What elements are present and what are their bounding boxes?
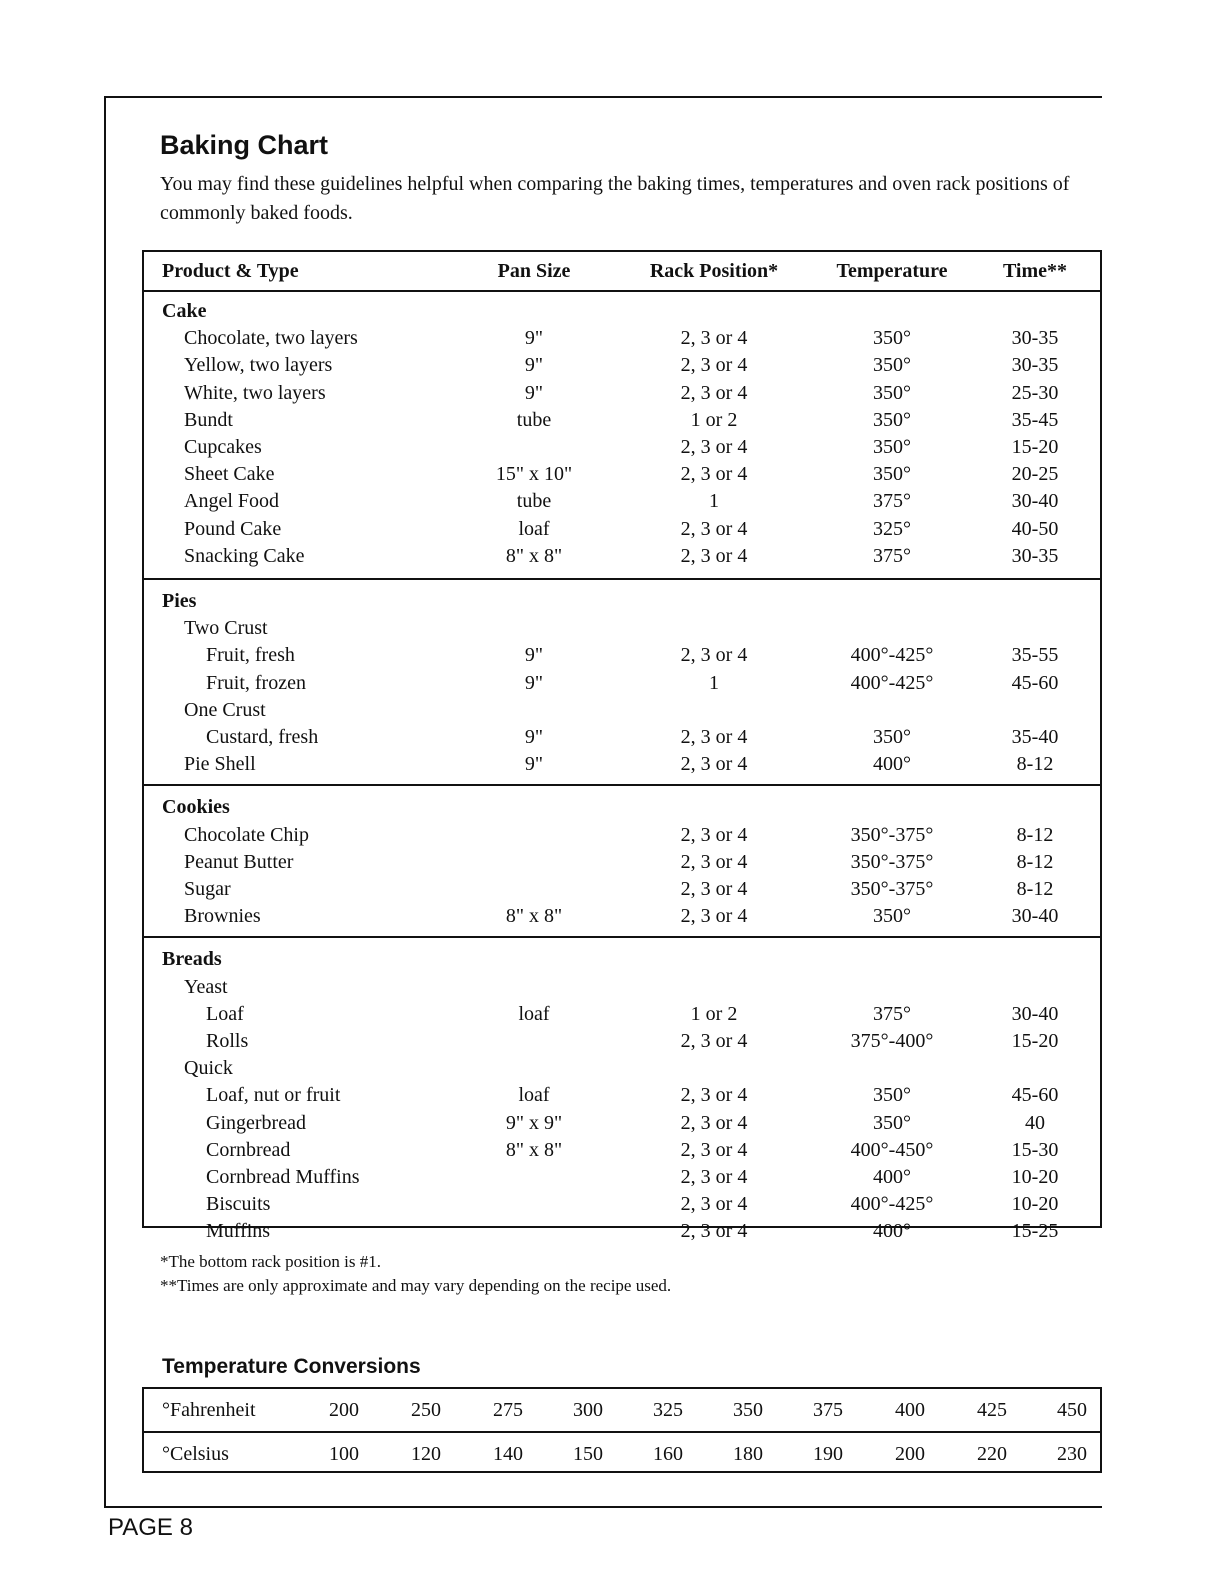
product-cell: Cupcakes (184, 435, 262, 458)
table-row (144, 1218, 1100, 1245)
temperature-cell: 350° (873, 463, 911, 486)
time-cell: 20-25 (1011, 463, 1059, 486)
table-row (144, 822, 1100, 849)
temperature-cell: 375° (873, 1002, 911, 1025)
temperature-cell: 350° (873, 725, 911, 748)
temperature-cell: 350° (873, 1111, 911, 1134)
pan-size-cell: 8" x 8" (505, 544, 563, 567)
header-temperature: Temperature (836, 260, 948, 282)
temperature-cell: 350° (873, 408, 911, 431)
frame-top-rule (104, 96, 1102, 98)
product-cell: Loaf (206, 1002, 244, 1025)
footnote-rack: *The bottom rack position is #1. (160, 1252, 381, 1271)
rack-position-cell: 1 (709, 671, 719, 694)
rack-position-cell: 2, 3 or 4 (680, 725, 748, 748)
product-cell: One Crust (184, 698, 266, 721)
pan-size-cell: tube (516, 490, 552, 513)
table-row (144, 298, 1100, 325)
table-row (144, 794, 1100, 821)
table-row (144, 876, 1100, 903)
time-cell: 35-40 (1011, 725, 1059, 748)
fahrenheit-row (144, 1389, 1100, 1431)
table-row (144, 352, 1100, 379)
pan-size-cell: 9" x 9" (505, 1111, 563, 1134)
time-cell: 25-30 (1011, 381, 1059, 404)
product-cell: Two Crust (184, 617, 268, 640)
time-cell: 30-35 (1011, 354, 1059, 377)
time-cell: 15-20 (1011, 435, 1059, 458)
table-row (144, 974, 1100, 1001)
fahrenheit-value: 300 (573, 1399, 603, 1421)
product-cell: Yellow, two layers (184, 354, 333, 377)
rack-position-cell: 2, 3 or 4 (680, 877, 748, 900)
table-group (144, 936, 1100, 1245)
footnote-times: **Times are only approximate and may vary depending on the recipe used. (160, 1276, 672, 1295)
product-cell: Custard, fresh (206, 725, 319, 748)
fahrenheit-label: °Fahrenheit (162, 1399, 256, 1421)
header-product: Product & Type (162, 260, 299, 282)
rack-position-cell: 2, 3 or 4 (680, 753, 748, 776)
rack-position-cell: 2, 3 or 4 (680, 463, 748, 486)
celsius-value: 140 (493, 1443, 523, 1465)
rack-position-cell: 2, 3 or 4 (680, 1084, 748, 1107)
celsius-value: 120 (411, 1443, 441, 1465)
product-cell: Sugar (184, 877, 231, 900)
product-cell: Brownies (184, 905, 261, 928)
temperature-cell: 350°-375° (850, 850, 934, 873)
product-cell: Cornbread (206, 1138, 291, 1161)
rack-position-cell: 2, 3 or 4 (680, 644, 748, 667)
temperature-cell: 375°-400° (850, 1029, 934, 1052)
rack-position-cell: 2, 3 or 4 (680, 1029, 748, 1052)
rack-position-cell: 2, 3 or 4 (680, 823, 748, 846)
time-cell: 30-40 (1011, 905, 1059, 928)
temperature-cell: 350° (873, 381, 911, 404)
pan-size-cell: loaf (518, 1002, 550, 1025)
celsius-value: 190 (813, 1443, 843, 1465)
product-cell: Fruit, frozen (206, 671, 306, 694)
pan-size-cell: 9" (524, 381, 544, 404)
table-row (144, 488, 1100, 515)
product-cell: Peanut Butter (184, 850, 294, 873)
frame-bottom-rule (104, 1506, 1102, 1508)
fahrenheit-value: 350 (733, 1399, 763, 1421)
product-cell: Chocolate, two layers (184, 327, 358, 350)
time-cell: 15-30 (1011, 1138, 1059, 1161)
table-row (144, 1055, 1100, 1082)
table-row (144, 588, 1100, 615)
table-row (144, 946, 1100, 973)
table-group (144, 784, 1100, 930)
baking-chart-title: Baking Chart (160, 130, 329, 160)
celsius-label: °Celsius (162, 1443, 229, 1465)
header-time: Time** (1002, 260, 1068, 282)
time-cell: 10-20 (1011, 1193, 1059, 1216)
product-cell: Pies (162, 590, 197, 612)
page-number: PAGE 8 (108, 1514, 193, 1541)
product-cell: Cornbread Muffins (206, 1165, 360, 1188)
pan-size-cell: 9" (524, 753, 544, 776)
time-cell: 8-12 (1016, 877, 1054, 900)
rack-position-cell: 2, 3 or 4 (680, 544, 748, 567)
product-cell: White, two layers (184, 381, 326, 404)
table-row (144, 1137, 1100, 1164)
celsius-value: 160 (653, 1443, 683, 1465)
product-cell: Muffins (206, 1220, 271, 1243)
product-cell: Rolls (206, 1029, 249, 1052)
temperature-cell: 400°-450° (850, 1138, 934, 1161)
table-row (144, 543, 1100, 570)
table-row (144, 697, 1100, 724)
product-cell: Snacking Cake (184, 544, 305, 567)
celsius-value: 100 (329, 1443, 359, 1465)
temperature-cell: 350°-375° (850, 823, 934, 846)
pan-size-cell: tube (516, 408, 552, 431)
table-row (144, 849, 1100, 876)
fahrenheit-value: 425 (977, 1399, 1007, 1421)
fahrenheit-value: 325 (653, 1399, 683, 1421)
time-cell: 15-25 (1011, 1220, 1059, 1243)
pan-size-cell: loaf (518, 1084, 550, 1107)
table-row (144, 1110, 1100, 1137)
temperature-cell: 325° (873, 517, 911, 540)
rack-position-cell: 2, 3 or 4 (680, 435, 748, 458)
table-row (144, 724, 1100, 751)
intro-text: You may find these guidelines helpful when comparing the baking times, temperatures and oven rack positions of commonly baked foods. (160, 173, 1070, 224)
fahrenheit-value: 375 (813, 1399, 843, 1421)
pan-size-cell: 9" (524, 644, 544, 667)
pan-size-cell: 9" (524, 327, 544, 350)
celsius-value: 200 (895, 1443, 925, 1465)
pan-size-cell: 9" (524, 725, 544, 748)
fahrenheit-value: 400 (895, 1399, 925, 1421)
celsius-value: 180 (733, 1443, 763, 1465)
temperature-cell: 400°-425° (850, 644, 934, 667)
table-row (144, 751, 1100, 778)
fahrenheit-value: 450 (1057, 1399, 1087, 1421)
table-row (144, 380, 1100, 407)
time-cell: 30-40 (1011, 1002, 1059, 1025)
product-cell: Chocolate Chip (184, 823, 309, 846)
table-row (144, 461, 1100, 488)
rack-position-cell: 2, 3 or 4 (680, 1165, 748, 1188)
rack-position-cell: 2, 3 or 4 (680, 517, 748, 540)
temperature-cell: 350° (873, 1084, 911, 1107)
temperature-cell: 350° (873, 327, 911, 350)
header-pan-size: Pan Size (497, 260, 571, 282)
table-row (144, 615, 1100, 642)
time-cell: 8-12 (1016, 850, 1054, 873)
pan-size-cell: loaf (518, 517, 550, 540)
time-cell: 45-60 (1011, 1084, 1059, 1107)
rack-position-cell: 1 or 2 (690, 1002, 738, 1025)
rack-position-cell: 1 or 2 (690, 408, 738, 431)
rack-position-cell: 2, 3 or 4 (680, 354, 748, 377)
pan-size-cell: 9" (524, 354, 544, 377)
rack-position-cell: 2, 3 or 4 (680, 381, 748, 404)
product-cell: Bundt (184, 408, 233, 431)
temperature-cell: 400°-425° (850, 1193, 934, 1216)
table-row (144, 516, 1100, 543)
time-cell: 8-12 (1016, 753, 1054, 776)
frame-left-rule (104, 96, 106, 1508)
time-cell: 30-35 (1011, 544, 1059, 567)
table-row (144, 434, 1100, 461)
product-cell: Angel Food (184, 490, 279, 513)
table-header-row (144, 252, 1100, 292)
temperature-cell: 350° (873, 354, 911, 377)
product-cell: Fruit, fresh (206, 644, 295, 667)
celsius-row (144, 1431, 1100, 1475)
table-row (144, 1082, 1100, 1109)
rack-position-cell: 1 (709, 490, 719, 513)
pan-size-cell: 9" (524, 671, 544, 694)
time-cell: 10-20 (1011, 1165, 1059, 1188)
product-cell: Sheet Cake (184, 463, 275, 486)
time-cell: 30-35 (1011, 327, 1059, 350)
product-cell: Gingerbread (206, 1111, 306, 1134)
temperature-cell: 400° (873, 753, 911, 776)
rack-position-cell: 2, 3 or 4 (680, 1193, 748, 1216)
conversion-table (142, 1387, 1102, 1473)
table-row (144, 670, 1100, 697)
rack-position-cell: 2, 3 or 4 (680, 327, 748, 350)
time-cell: 35-55 (1011, 644, 1059, 667)
rack-position-cell: 2, 3 or 4 (680, 1138, 748, 1161)
header-rack-position: Rack Position* (649, 260, 779, 282)
time-cell: 35-45 (1011, 408, 1059, 431)
fahrenheit-value: 200 (329, 1399, 359, 1421)
product-cell: Biscuits (206, 1193, 271, 1216)
time-cell: 40-50 (1011, 517, 1059, 540)
time-cell: 45-60 (1011, 671, 1059, 694)
table-row (144, 1164, 1100, 1191)
product-cell: Quick (184, 1057, 233, 1080)
conversions-title: Temperature Conversions (162, 1355, 421, 1378)
fahrenheit-value: 250 (411, 1399, 441, 1421)
rack-position-cell: 2, 3 or 4 (680, 905, 748, 928)
product-cell: Yeast (184, 975, 228, 998)
product-cell: Cookies (162, 796, 230, 819)
temperature-cell: 375° (873, 490, 911, 513)
temperature-cell: 350°-375° (850, 877, 934, 900)
rack-position-cell: 2, 3 or 4 (680, 1220, 748, 1243)
time-cell: 40 (1025, 1111, 1045, 1134)
rack-position-cell: 2, 3 or 4 (680, 1111, 748, 1134)
table-row (144, 642, 1100, 669)
celsius-value: 150 (573, 1443, 603, 1465)
time-cell: 30-40 (1011, 490, 1059, 513)
pan-size-cell: 15" x 10" (495, 463, 573, 486)
temperature-cell: 400° (873, 1165, 911, 1188)
pan-size-cell: 8" x 8" (505, 905, 563, 928)
product-cell: Cake (162, 300, 207, 322)
temperature-cell: 350° (873, 435, 911, 458)
product-cell: Pound Cake (184, 517, 282, 540)
pan-size-cell: 8" x 8" (505, 1138, 563, 1161)
table-group (144, 290, 1100, 570)
time-cell: 8-12 (1016, 823, 1054, 846)
table-row (144, 1001, 1100, 1028)
rack-position-cell: 2, 3 or 4 (680, 850, 748, 873)
celsius-value: 220 (977, 1443, 1007, 1465)
fahrenheit-value: 275 (493, 1399, 523, 1421)
celsius-value: 230 (1057, 1443, 1087, 1465)
table-group (144, 578, 1100, 778)
product-cell: Loaf, nut or fruit (206, 1084, 341, 1107)
time-cell: 15-20 (1011, 1029, 1059, 1052)
temperature-cell: 350° (873, 905, 911, 928)
table-row (144, 903, 1100, 930)
table-row (144, 407, 1100, 434)
product-cell: Pie Shell (184, 753, 256, 776)
temperature-cell: 400° (873, 1220, 911, 1243)
product-cell: Breads (162, 948, 222, 971)
table-row (144, 1028, 1100, 1055)
table-row (144, 325, 1100, 352)
table-row (144, 1191, 1100, 1218)
baking-chart-table (142, 250, 1102, 1243)
temperature-cell: 400°-425° (850, 671, 934, 694)
temperature-cell: 375° (873, 544, 911, 567)
